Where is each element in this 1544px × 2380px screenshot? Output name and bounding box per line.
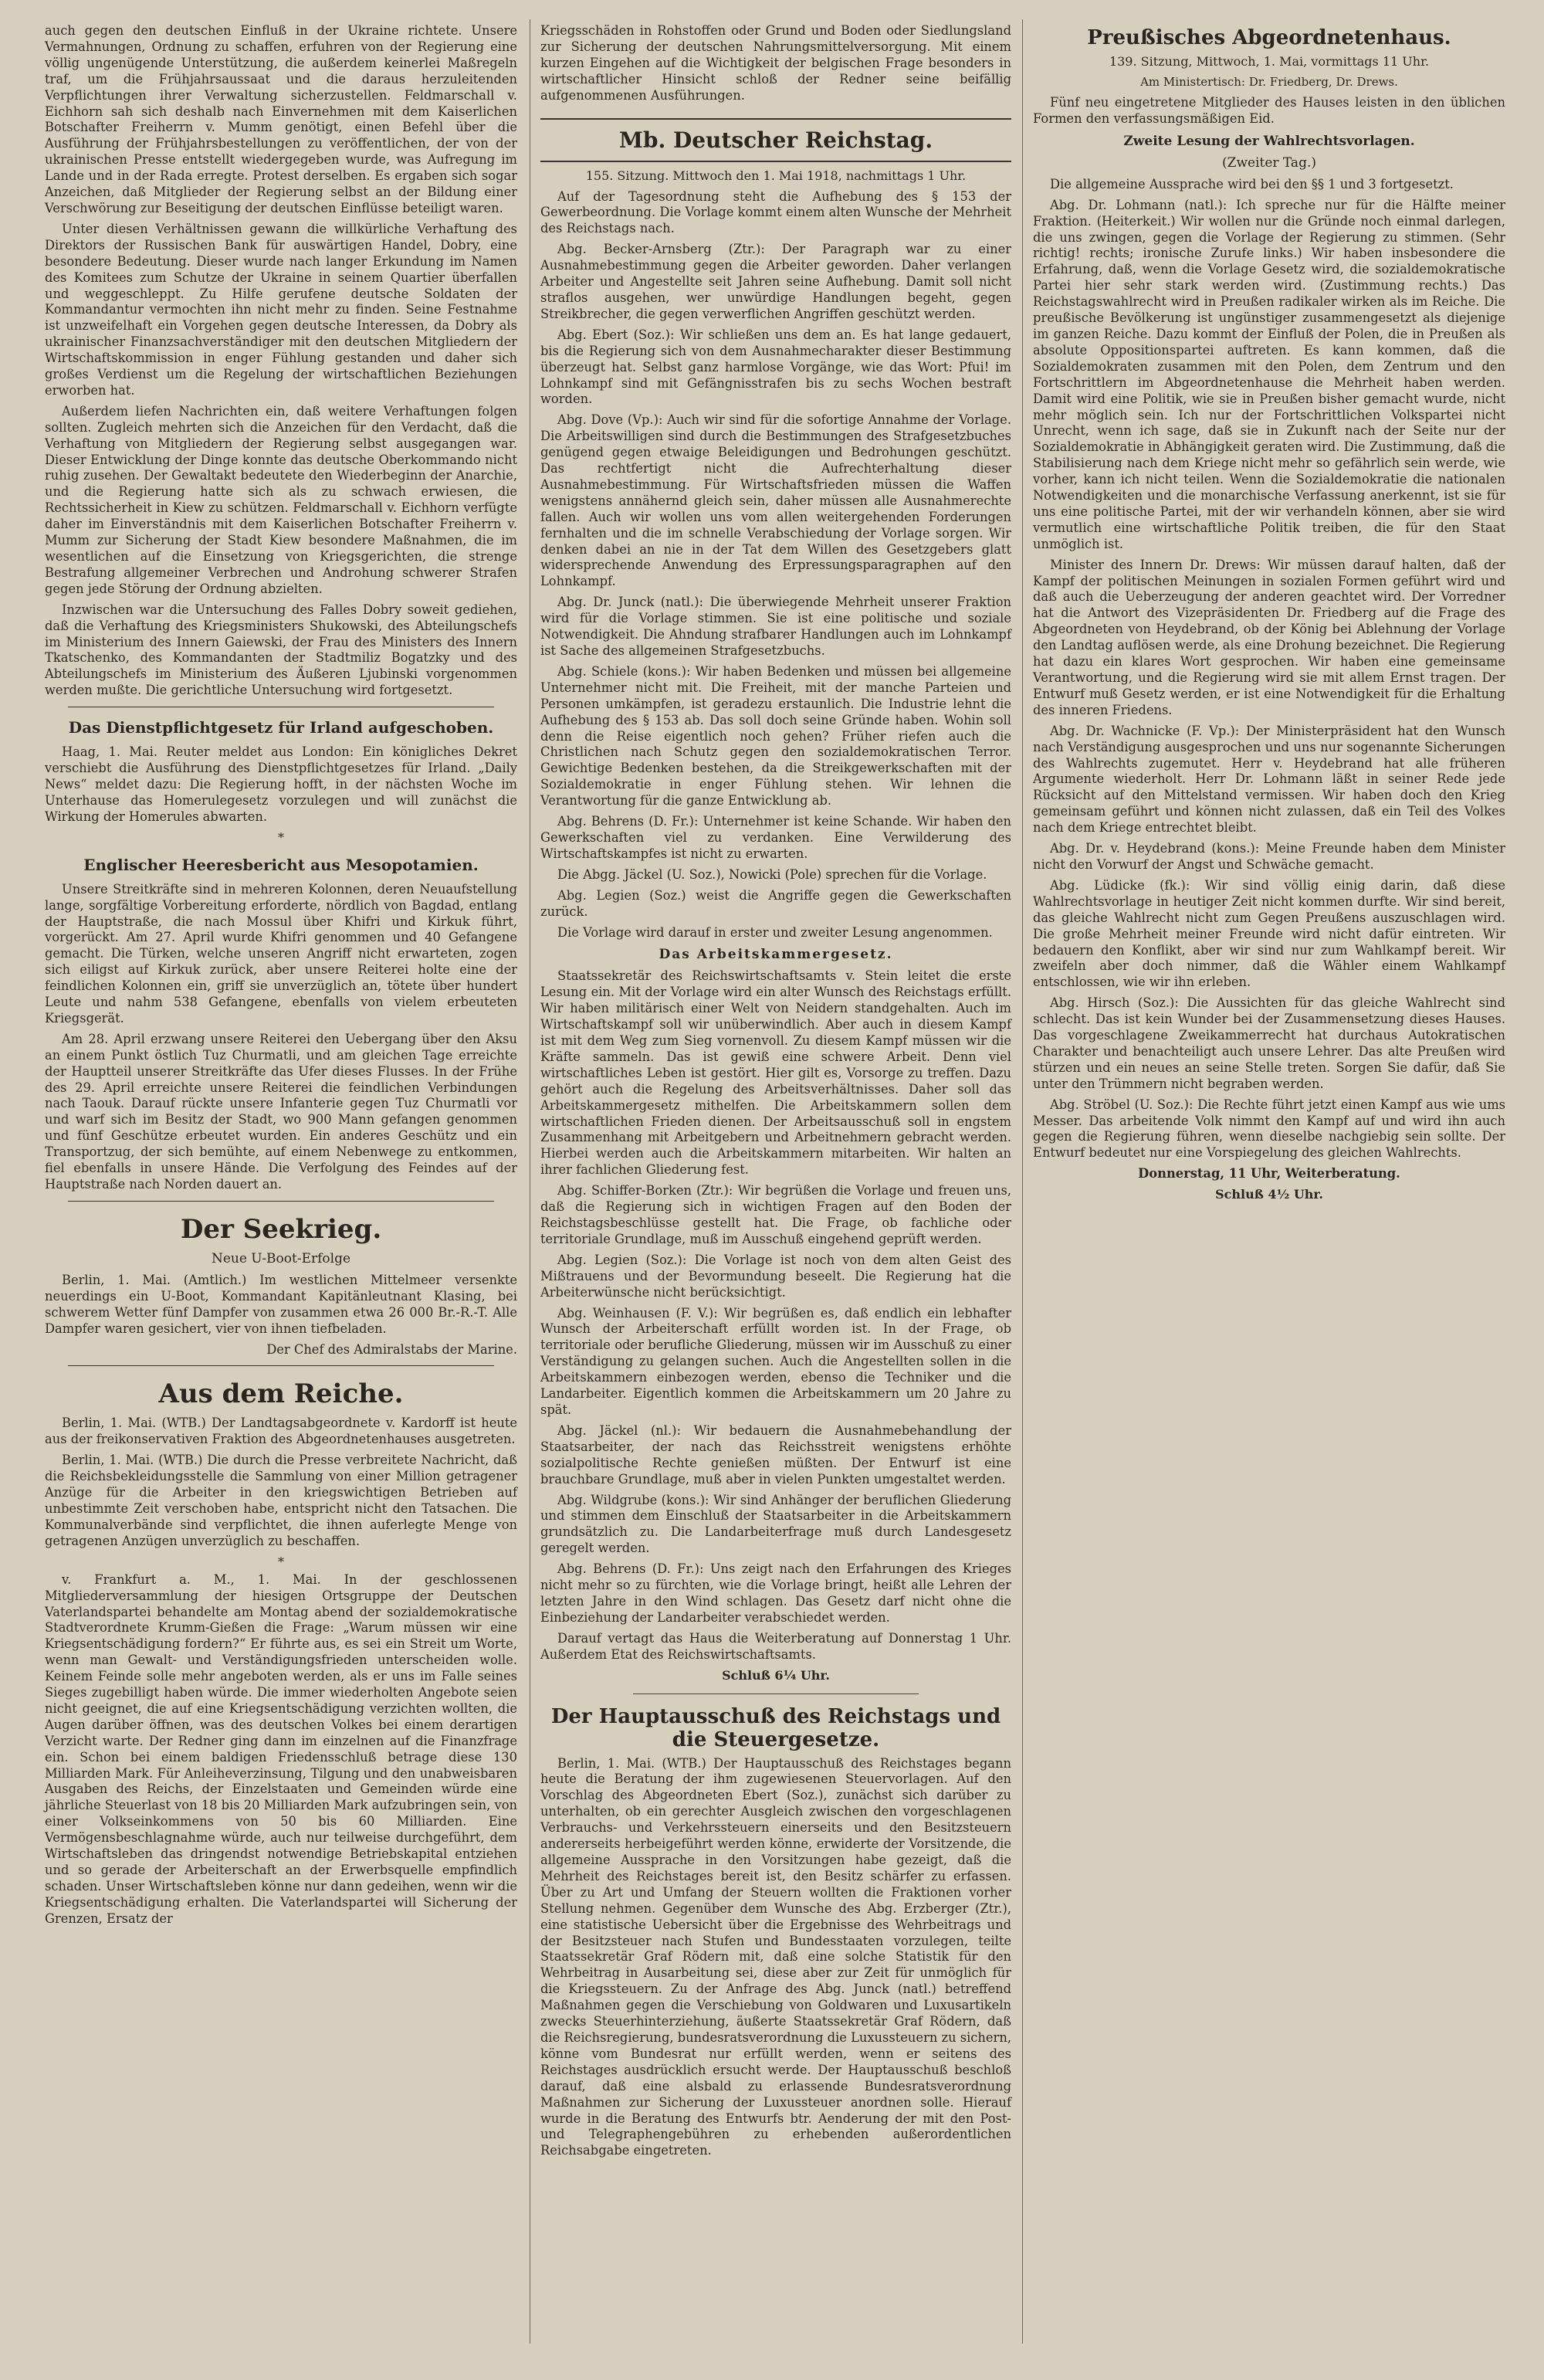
column-3 [1033,23,1505,1212]
seekrieg-subheadline: Neue U-Boot-Erfolge [211,1250,351,1266]
landtag-end-time: Schluß 4½ Uhr. [1215,1187,1323,1202]
landtag-paragraph: Abg. Dr. Lohmann (natl.): Ich spreche nur für die Hälfte meiner Fraktion. (Heiterkeit.) Wir wollen nur die Gründe noch einmal darlegen, die uns zwingen, gegen die Vorlage der Regierung zu stimmen. (Sehr richtig! rechts; ironische Zurufe links.) Wir haben insbesondere die Erfahrung, daß, wenn die Vorlage Gesetz wird, die sozialdemokratische Partei hier sehr stark werden wird. (Zustimmung rechts.) Das Reichstagswahlrecht wird in Preußen radikaler wirken als im Reiche. Die preußische Bevölkerung ist ungünstiger zusammengesetzt als diejenige im ganzen Reiche. Dazu kommt der Einfluß der Polen, die in Preußen als absolute Oppositionspartei auftreten. Es kann kommen, daß die Sozialdemokraten zusammen mit den Polen, dem Zentrum und den Fortschrittlern im Abgeordnetenhause die Mehrheit haben werden. Damit wird eine Politik, wie sie in Preußen bisher gemacht wurde, nicht mehr möglich sein. Ich nur der Fortschrittlichen Volkspartei nicht Unrecht, wenn ich sage, daß sie in Zukunft nach der Seite nur der Sozialdemokratie in Abhängigkeit geraten wird. Die Zustimmung, daß die Stabilisierung nach dem Kriege nicht mehr so gefährlich sein werde, wie vorher, kann ich nicht teilen. Wenn die Sozialdemokratie die nationalen Notwendigkeiten und die monarchische Verfassung anerkennt, ist sie für uns eine politische Partei, mit der wir verhandeln können, aber sie wird vermutlich eine wirtschaftliche Politik treiben, die für den Staat unmöglich ist. [1033,197,1505,551]
landtag-paragraph: Abg. Hirsch (Soz.): Die Aussichten für das gleiche Wahlrecht sind schlecht. Das ist kein Wunder bei der Zusammensetzung dieses Hauses. Das vorgeschlagene Zweikammerrecht hat durchaus Autokratischen Charakter und benachteiligt auch unsere Lehrer. Das alte Preußen wird stürzen und ein neues an seine Stelle treten. Sorgen Sie dafür, daß Sie unter den Trümmern nicht begraben werden. [1033,995,1505,1091]
frankfurt-paragraph: v. Frankfurt a. M., 1. Mai. In der geschlossenen Mitgliederversammlung der hiesigen Ortsgruppe der Deutschen Vaterlandspartei behandelte am Montag abend der sozialdemokratische Stadtverordnete Krumm-Gießen die Frage: „Warum müssen wir eine Kriegsentschädigung fordern?“ Er führte aus, es sei ein Streit um Worte, wenn man Gewalt- und Verständigungsfrieden unterscheiden wolle. Keinem Feinde solle mehr angeboten werden, als er uns im Falle seines Sieges zugebilligt haben würde. Die immer wiederholten Angebote seien nicht geeignet, die auf eine Kriegsentschädigung verzichten wollten, die Augen darüber öffnen, was des deutschen Volkes bei einem derartigen Verzicht warte. Der Redner ging dann im einzelnen auf die Finanzfrage ein. Schon bei einem baldigen Friedensschluß betrage diese 130 Milliarden Mark. Für Anleiheverzinsung, Tilgung und den unabweisbaren Ausgaben des Reichs, der Einzelstaaten und Gemeinden würde eine jährliche Steuerlast von 18 bis 20 Milliarden Mark aufzubringen sein, von einer Volkseinkommens von 50 bis 60 Milliarden. Eine Vermögensbeschlagnahme würde, auch nur teilweise durchgeführt, dem Wirtschaftsleben das dringendst notwendige Betriebskapital entziehen und so gerade der Arbeiterschaft an der Erwerbsquelle empfindlich schaden. Unser Wirtschaftsleben könne nur dann gedeihen, wenn wir die Kriegsentschädigung erhalten. Die Vaterlandspartei will Sicherung der Grenzen, Ersatz der [45,1571,518,1926]
reich-paragraph: Berlin, 1. Mai. (WTB.) Die durch die Presse verbreitete Nachricht, daß die Reichsbekleidungsstelle die Sammlung von einer Million getragener Anzüge für die Arbeiter in den kriegswichtigen Betrieben auf unbestimmte Zeit verschoben habe, entspricht nicht den Tatsachen. Die Kommunalverbände sind verpflichtet, die ihnen auferlegte Menge von getragenen Anzügen unverzüglich zu beschaffen. [45,1453,517,1548]
landtag-subheadline-day: (Zweiter Tag.) [1222,154,1316,171]
arbeitskammer-paragraph: Abg. Behrens (D. Fr.): Uns zeigt nach den Erfahrungen des Krieges nicht mehr so zu fürchten, wie die Vorlage bringt, heißt alle Lehren der letzten Jahre in den Wind schlagen. Das Gesetz darf nicht ohne die Einbeziehung der Landarbeiter verabschiedet werden. [540,1561,1011,1625]
reichstag-header [540,118,1011,162]
landtag-session-date: 139. Sitzung, Mittwoch, 1. Mai, vormittags 11 Uhr. [1109,54,1430,69]
hauptausschuss-paragraph: Berlin, 1. Mai. (WTB.) Der Hauptausschuß des Reichstages begann heute die Beratung der ihm zugewiesenen Steuervorlagen. Auf den Vorschlag des Abgeordneten Ebert (Soz.), zunächst sich darüber zu unterhalten, ob ein gerechter Ausgleich zwischen den vorgeschlagenen Verbrauchs- und Verkehrssteuern einerseits und den Besitzsteuern andererseits herbeigeführt werden könne, erwiderte der Vorsitzende, die allgemeine Aussprache in den Vorsitzungen habe gezeigt, daß die Mehrheit des Reichstages bereit ist, den Besitz schärfer zu erfassen. Über zu Art und Umfang der Steuern wollten die Fraktionen vorher Stellung nehmen. Gegenüber dem Wunsche des Abg. Erzberger (Ztr.), eine statistische Uebersicht über die Ergebnisse des Wehrbeitrags und der Besitzsteuer nach Stufen und Bundesstaaten vorzulegen, teilte Staatssekretär Graf Rödern mit, daß eine solche Statistik für den Wehrbeitrag in Ausarbeitung sei, diese aber zur Zeit für unmöglich für die Kriegssteuern. Zu der Anfrage des Abg. Junck (natl.) betreffend Maßnahmen gegen die Verschiebung von Goldwaren und Luxusartikeln zwecks Steuerhinterziehung, äußerte Staatssekretär Graf Rödern, daß die Reichsregierung, bundesratsverordnung die Luxussteuern zu sichern, könne vom Bundesrat nur erfüllt werden, wenn er seitens des Reichstages ausdrücklich ersucht werde. Der Hauptausschuß beschloß darauf, daß eine alsbald zu erlassende Bundesratsverordnung Maßnahmen zur Sicherung der Luxussteuer anordnen solle. Hierauf wurde in die Beratung des Entwurfs btr. Aenderung der mit den Post- und Telegraphengebühren zu erhebenden außerordentlichen Reichsabgabe eingetreten. [540,1755,1011,2158]
reichstag-paragraph: Abg. Ebert (Soz.): Wir schließen uns dem an. Es hat lange gedauert, bis die Regierung sich von dem Ausnahmecharakter dieser Bestimmung überzeugt hat. Selbst ganz harmlose Vorgänge, wie das Wort: Pfui! im Lohnkampf sind mit Gefängnisstrafen bis zu sechs Wochen bestraft worden. [540,327,1011,407]
landtag-paragraph: Fünf neu eingetretene Mitglieder des Hauses leisten in den üblichen Formen den verfassungsmäßigen Eid. [1033,95,1505,126]
divider [68,1201,494,1202]
article-paragraph: auch gegen den deutschen Einfluß in der Ukraine richtete. Unsere Vermahnungen, Ordnung zu schaffen, erfuhren von der Regierung eine völlig ungenügende Unterstützung, die außerdem keinerlei Maßregeln traf, um die Frühjahrsaussaat und die daraus herzuleitenden Verpflichtungen ihrer Verwaltung sicherzustellen. Feldmarschall v. Eichhorn sah sich deshalb nach Einvernehmen mit dem Kaiserlichen Botschafter Freiherrn v. Mumm genötigt, einen Befehl über die Ausführung der Frühjahrsbestellungen zu veröffentlichen, der von der ukrainischen Presse entstellt wiedergegeben wurde, was Aufregung im Lande und in der Rada erregte. Protest derselben. Es ergaben sich sogar Anzeichen, daß Mitglieder der Regierung selbst an der Bildung einer Verschwörung zur Beseitigung der deutschen Einflüsse beteiligt waren. [45,23,517,215]
mesopotamia-paragraph: Am 28. April erzwang unsere Reiterei den Uebergang über den Aksu an einem Punkt östlich Tuz Churmatli, und am gleichen Tage erreichte der Hauptteil unserer Streitkräfte das Ufer dieses Flusses. In der Frühe des 29. April erreichte unsere Reiterei die feindlichen Verbindungen nach Taouk. Darauf rückte unsere Infanterie gegen Tuz Churmatli vor und warf sich im Besitz der Stadt, wo 900 Mann gefangen genommen und fünf Geschütze erbeutet wurden. Ein anderes Geschütz und ein Transportzug, der sich bemühte, auf einem Nebenwege zu entkommen, fiel ebenfalls in unsere Hände. Die Verfolgung des Feindes auf der Hauptstraße nach Norden dauert an. [45,1031,517,1192]
reichstag-headline: Mb. Deutscher Reichstag. [618,127,933,153]
arbeitskammer-paragraph: Abg. Legien (Soz.): Die Vorlage ist noch von dem alten Geist des Mißtrauens und der Bevormundung beseelt. Die Regierung hat die Arbeiterwünsche nicht berücksichtigt. [540,1252,1011,1300]
seekrieg-headline: Der Seekrieg. [180,1213,382,1245]
article-paragraph: Kriegsschäden in Rohstoffen oder Grund und Boden oder Siedlungsland zur Sicherung der deutschen Nahrungsmittelversorgung. Mit einem kurzen Eingehen auf die Wichtigkeit der belgischen Frage besonders in wirtschaftlicher Hinsicht schloß der Redner seine beifällig aufgenommenen Ausführungen. [540,23,1011,103]
separator-star: * [278,829,284,845]
reich-headline: Aus dem Reiche. [158,1378,404,1410]
column-1 [45,23,517,1932]
reichstag-paragraph: Abg. Schiele (kons.): Wir haben Bedenken und müssen bei allgemeine Unternehmer nicht mit. Die Freiheit, mit der manche Parteien und Personen umkämpfen, ist geradezu erstaunlich. Die Industrie lehnt die Aufhebung des § 153 ab. Das soll doch seine Gründe haben. Wohin soll denn die Reise eigentlich noch gehen? Früher riefen auch die Christlichen nach Schutz gegen den sozialdemokratischen Terror. Gewichtige Bedenken bestehen, da die Streikgewerkschaften mit der Sozialdemokratie in enger Fühlung stehen. Wir lehnen die Verantwortung für die ganze Entwicklung ab. [540,663,1011,809]
arbeitskammer-headline: Das Arbeitskammergesetz. [659,947,893,963]
separator-star: * [278,1554,284,1569]
landtag-paragraph: Minister des Innern Dr. Drews: Wir müssen darauf halten, daß der Kampf der politischen Meinungen in sozialen Formen geführt wird und daß auch die Ueberzeugung der anderen geachtet wird. Der Vorredner hat die Antwort des Vizepräsidenten Dr. Friedberg auf die Frage des Abgeordneten von Heydebrand, ob der König bei Ablehnung der Vorlage den Landtag auflösen werde, als eine Drohung bezeichnet. Die Regierung hat dazu ein klares Wort gesprochen. Wir haben eine gemeinsame Verantwortung, und die Regierung wird sie mit allem Ernst tragen. Der Entwurf muß Gesetz werden, er ist eine Notwendigkeit für die Erhaltung des inneren Friedens. [1033,557,1505,717]
landtag-paragraph: Abg. Ströbel (U. Soz.): Die Rechte führt jetzt einen Kampf aus wie ums Messer. Das arbeitende Volk nimmt den Kampf auf und wird ihn auch gegen die Regierung führen, wenn dieselbe nachgiebig sein sollte. Der Entwurf bedeutet nur eine Vorspiegelung des gleichen Wahlrechts. [1033,1097,1505,1161]
article-paragraph: Inzwischen war die Untersuchung des Falles Dobry soweit gediehen, daß die Verhaftung des Kriegsministers Shukowski, des Abteilungschefs im Ministerium des Innern Gaiewski, der Frau des Ministers des Innern Tkatschenko, des Kommandanten der Stadtmiliz Bogatzky und des Abteilungschefs im Ministerium des Äußeren Ljubinski vorgenommen werden mußte. Die gerichtliche Untersuchung wird fortgesetzt. [45,602,517,698]
hauptausschuss-headline: Der Hauptausschuß des Reichstags und die Steuergesetze. [550,1704,1001,1751]
arbeitskammer-paragraph: Abg. Wildgrube (kons.): Wir sind Anhänger der beruflichen Gliederung und stimmen dem Einschluß der Staatsarbeiter in die Arbeitskammern grundsätzlich zu. Die Landarbeiterfrage muß durch Landesgesetz geregelt werden. [540,1492,1011,1556]
arbeitskammer-paragraph: Abg. Weinhausen (F. V.): Wir begrüßen es, daß endlich ein lebhafter Wunsch der Arbeiterschaft erfüllt worden ist. In der Frage, ob territoriale oder berufliche Gliederung, müssen wir im Ausschuß zu einer Verständigung zu gelangen suchen. Auch die Angestellten sollen in die Arbeitskammern einbezogen werden, ebenso die Techniker und die Landarbeiter. Eigentlich kommen die Arbeitskammern um 20 Jahre zu spät. [540,1305,1011,1417]
seekrieg-signature: Der Chef des Admiralstabs der Marine. [266,1341,517,1357]
article-paragraph: Unter diesen Verhältnissen gewann die willkürliche Verhaftung des Direktors der Russischen Bank für auswärtigen Handel, Dobry, eine besondere Bedeutung. Dieser wurde nach langer Erkundung im Namen des Komitees zum Schutze der Ukraine in seinem Quartier überfallen und weggeschleppt. Zu Hilfe gerufene deutsche Soldaten der Kommandantur vermochten ihn nicht mehr zu finden. Seine Festnahme ist unzweifelhaft ein Vorgehen gegen deutsche Interessen, da Dobry als ukrainischer Finanzsachverständiger mit den deutschen Mitgliedern der Wirtschaftskommission in enger Fühlung gestanden und daher sich großes Verdienst um die Regelung der wirtschaftlichen Beziehungen erworben hat. [45,221,517,398]
irland-paragraph: Haag, 1. Mai. Reuter meldet aus London: Ein königliches Dekret verschiebt die Ausführung des Dienstpflichtgesetzes für Irland. „Daily News“ meldet dazu: Die Regierung hofft, in der nächsten Woche im Unterhause das Homerulegesetz vorzulegen und will zunächst die Wirkung der Homerules abwarten. [45,744,517,824]
reichstag-session-date: 155. Sitzung. Mittwoch den 1. Mai 1918, nachmittags 1 Uhr. [585,168,967,183]
column-2 [540,23,1011,2164]
divider [633,1693,919,1694]
article-paragraph: Außerdem liefen Nachrichten ein, daß weitere Verhaftungen folgen sollten. Zugleich mehrten sich die Anzeichen für den Verdacht, daß die Verhaftung von Mitgliedern der Regierung selbst ausgegangen war. Dieser Entwicklung der Dinge konnte das deutsche Oberkommando nicht ruhig zusehen. Der Gewaltakt bedeutete den Wiederbeginn der Anarchie, und die Regierung hatte sich als zu schwach erwiesen, die Rechtssicherheit in Kiew zu schützen. Feldmarschall v. Eichhorn verfügte daher im Einverständnis mit dem Kaiserlichen Botschafter Freiherrn v. Mumm zur Sicherung der Stadt Kiew besondere Maßnahmen, die im wesentlichen auf die Einsetzung von Kriegsgerichten, die strenge Bestrafung allgemeiner Verbrechen und Androhung schwerer Strafen gegen jede Störung der Ordnung abzielten. [45,403,517,596]
landtag-next-session: Donnerstag, 11 Uhr, Weiterberatung. [1138,1166,1400,1182]
reichstag-paragraph: Abg. Dr. Junck (natl.): Die überwiegende Mehrheit unserer Fraktion wird für die Vorlage stimmen. Sie ist eine politische und soziale Notwendigkeit. Die Ahndung strafbarer Handlungen auch im Lohnkampf ist Sache des allgemeinen Strafgesetzbuchs. [540,595,1011,658]
seekrieg-paragraph: Berlin, 1. Mai. (Amtlich.) Im westlichen Mittelmeer versenkte neuerdings ein U-Boot, Kommandant Kapitänleutnant Klasing, bei schwerem Wetter fünf Dampfer von zusammen etwa 26 000 Br.-R.-T. Alle Dampfer waren gesichert, vier von ihnen tiefbeladen. [45,1272,517,1336]
landtag-paragraph: Abg. Lüdicke (fk.): Wir sind völlig einig darin, daß diese Wahlrechtsvorlage in heutiger Zeit nicht kommen durfte. Wir sind bereit, das gleiche Wahlrecht nicht zum Gegen Preußens auszuschlagen wird. Die große Mehrheit meiner Freunde wird nicht dafür eintreten. Wir bedauern den Konflikt, aber wir sind nur zum Wahlkampf bereit. Wir zweifeln aber doch nimmer, daß die Wähler einem Wahlkampf entschlossen, wie wir ihn erleben. [1033,877,1505,990]
divider [68,1365,494,1366]
landtag-headline: Preußisches Abgeordnetenhaus. [1087,26,1451,49]
mesopotamia-paragraph: Unsere Streitkräfte sind in mehreren Kolonnen, deren Neuaufstellung lange, sorgfältige Vorbereitung erforderte, nördlich von Bagdad, entlang der Hauptstraße, die nach Mossul über Khifri und Kirkuk führt, vorgerückt. Am 27. April wurde Khifri genommen und 40 Gefangene gemacht. Die Türken, welche unseren Angriff nicht erwarteten, zogen sich eiligst auf Kirkuk zurück, aber unsere Reiterei holte eine der feindlichen Kolonnen ein, griff sie unverzüglich an, tötete über hundert Leute und nahm 538 Gefangene, ebenfalls von vielem erbeuteten Kriegsgerät. [45,881,517,1026]
reichstag-paragraph: Abg. Dove (Vp.): Auch wir sind für die sofortige Annahme der Vorlage. Die Arbeitswilligen sind durch die Bestimmungen des Strafgesetzbuches genügend gegen etwaige Beleidigungen und Bedrohungen geschützt. Das rechtfertigt nicht die Aufrechterhaltung dieser Ausnahmebestimmung. Für Wirtschaftsfrieden müssen die Waffen wenigstens annähernd gleich sein, daher müssen alle Ausnahmerechte fallen. Auch wir wollen uns vom allen weitergehenden Forderungen fernhalten und die im schnelle Verabschiedung der Vorlage sorgen. Wir denken dabei an nie in der Tat dem Willen des Gesetzgebers glatt widersprechende Anwendung des Erpressungsparagraphen auf den Lohnkampf. [540,412,1011,589]
irland-headline: Das Dienstpflichtgesetz für Irland aufgeschoben. [68,718,494,737]
arbeitskammer-paragraph: Darauf vertagt das Haus die Weiterberatung auf Donnerstag 1 Uhr. Außerdem Etat des Reichswirtschaftsamts. [540,1630,1011,1662]
reichstag-paragraph: Die Vorlage wird darauf in erster und zweiter Lesung angenommen. [557,924,993,940]
column-rule [1022,19,1023,2344]
reichstag-paragraph: Die Abgg. Jäckel (U. Soz.), Nowicki (Pole) sprechen für die Vorlage. [557,866,987,882]
landtag-subheadline: Zweite Lesung der Wahlrechtsvorlagen. [1123,133,1415,149]
landtag-paragraph: Die allgemeine Aussprache wird bei den §§ 1 und 3 fortgesetzt. [1050,176,1454,192]
reichstag-paragraph: Abg. Becker-Arnsberg (Ztr.): Der Paragraph war zu einer Ausnahmebestimmung gegen die Arbeiter geworden. Daher verlangen Arbeiter und Angestellte seit Jahren seine Aufhebung. Damit soll nicht straflos ausgehen, wer unwürdige Handlungen begeht, gegen Streikbrecher, die gegen verwerflichen Angriffen geschützt werden. [540,242,1011,321]
reichstag-end-time: Schluß 6¼ Uhr. [722,1667,830,1683]
landtag-paragraph: Abg. Dr. v. Heydebrand (kons.): Meine Freunde haben dem Minister nicht den Vorwurf der Angst und Schwäche gemacht. [1033,841,1505,872]
reichstag-paragraph: Abg. Behrens (D. Fr.): Unternehmer ist keine Schande. Wir haben den Gewerkschaften viel zu verdanken. Eine Verwilderung des Wirtschaftskampfes ist nicht zu erwarten. [540,814,1011,861]
mesopotamia-headline: Englischer Heeresbericht aus Mesopotamien. [83,855,479,874]
reich-paragraph: Berlin, 1. Mai. (WTB.) Der Landtagsabgeordnete v. Kardorff ist heute aus der freikonservativen Fraktion des Abgeordnetenhauses ausgetreten. [45,1415,517,1447]
arbeitskammer-paragraph: Abg. Schiffer-Borken (Ztr.): Wir begrüßen die Vorlage und freuen uns, daß die Regierung sich in wichtigen Fragen auf den Boden der Reichstagsbeschlüsse gestellt hat. Die Frage, ob fachliche oder territoriale Grundlage, muß im Ausschuß eingehend geprüft werden. [540,1183,1011,1246]
arbeitskammer-paragraph: Staatssekretär des Reichswirtschaftsamts v. Stein leitet die erste Lesung ein. Mit der Vorlage wird ein alter Wunsch des Reichstags erfüllt. Wir haben militärisch einer Welt von Neidern standgehalten. Auch im Wirtschaftskampf soll wir unüberwindlich. Aber auch in diesem Kampf ist mit dem Weg zum Sieg vornenvoll. Zu diesem Kampf müssen wir die Kräfte sammeln. Das ist gewiß eine schwere Arbeit. Denn viel wirtschaftliches Leben ist gestört. Hier gilt es, Vorsorge zu treffen. Dazu gehört auch die Regelung des Arbeitsverhältnisses. Daher soll das Arbeitskammergesetz mithelfen. Die Arbeitskammern sollen dem wirtschaftlichen Frieden dienen. Der Arbeitsausschuß soll in engstem Zusammenhang mit Arbeitgebern und Arbeitnehmern gebracht werden. Hierbei werden auch die Arbeitskammern mitarbeiten. Wir halten an ihrer fachlichen Gliederung fest. [540,968,1011,1178]
landtag-ministers: Am Ministertisch: Dr. Friedberg, Dr. Drews. [1140,75,1398,89]
arbeitskammer-paragraph: Abg. Jäckel (nl.): Wir bedauern die Ausnahmebehandlung der Staatsarbeiter, der nach das Reichsstreit wenigstens erhöhte sozialpolitische Rechte genießen müßten. Der Entwurf ist eine brauchbare Grundlage, muß aber in vielen Punkten umgestaltet werden. [540,1422,1011,1487]
reichstag-paragraph: Auf der Tagesordnung steht die Aufhebung des § 153 der Gewerbeordnung. Die Vorlage kommt einem alten Wunsche der Mehrheit des Reichstags nach. [540,188,1011,236]
reichstag-paragraph: Abg. Legien (Soz.) weist die Angriffe gegen die Gewerkschaften zurück. [540,887,1011,919]
landtag-paragraph: Abg. Dr. Wachnicke (F. Vp.): Der Ministerpräsident hat den Wunsch nach Verständigung ausgesprochen und uns nur sogenannte Sicherungen des Wahlrechts zugemutet. Herr v. Heydebrand hat alle früheren Argumente wiederholt. Herr Dr. Lohmann läßt in seiner Rede jede Rücksicht auf den Mittelstand vermissen. Wir haben doch den Krieg gemeinsam geführt und können nicht zulassen, daß ein Teil des Volkes nach dem Kriege entrechtet bleibt. [1033,723,1505,836]
